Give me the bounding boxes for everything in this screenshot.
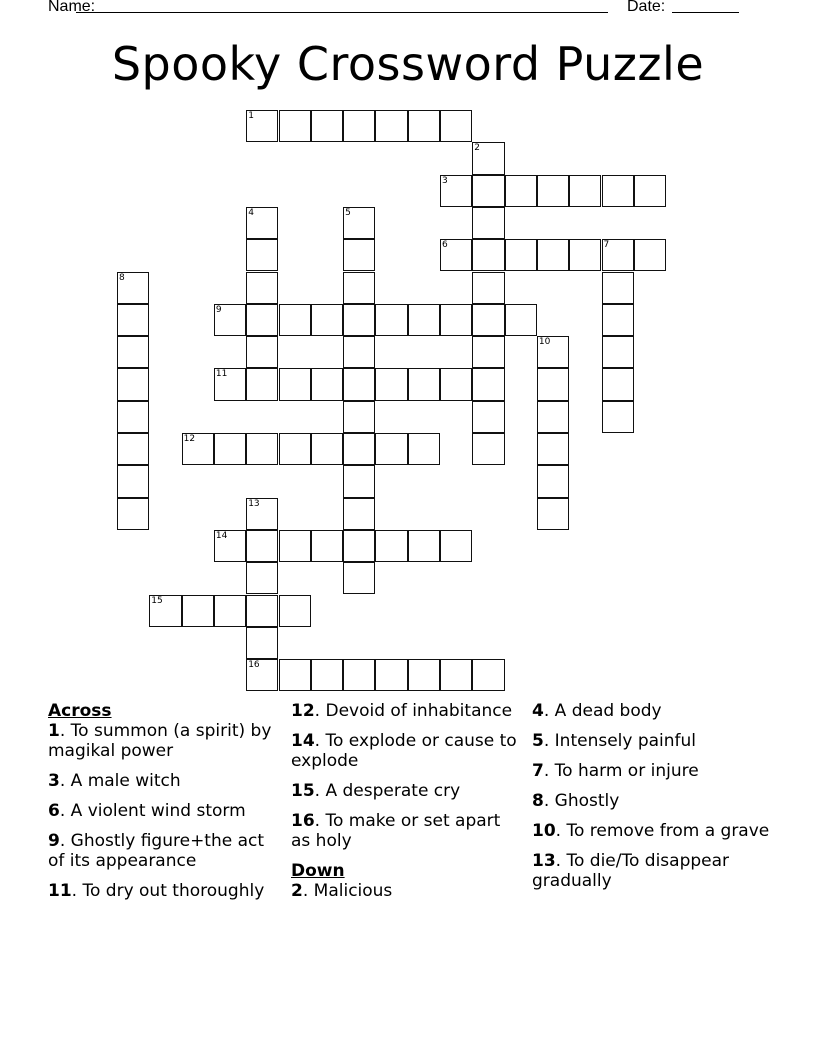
grid-cell[interactable] xyxy=(375,368,407,400)
grid-cell[interactable] xyxy=(279,368,311,400)
grid-cell[interactable] xyxy=(246,530,278,562)
grid-cell[interactable] xyxy=(214,530,246,562)
grid-cell[interactable] xyxy=(246,336,278,368)
grid-cell[interactable] xyxy=(602,239,634,271)
clue-text: To summon (a spirit) by magikal power xyxy=(48,721,272,761)
grid-cell[interactable] xyxy=(343,304,375,336)
clue-text: Ghostly figure+the act of its appearance xyxy=(48,831,265,871)
clue-text: A male witch xyxy=(70,771,181,791)
grid-cell[interactable] xyxy=(246,304,278,336)
across-heading: Across xyxy=(48,701,112,721)
grid-cell[interactable] xyxy=(375,110,407,142)
clue-number: 13 xyxy=(532,851,556,871)
grid-cell[interactable] xyxy=(634,239,666,271)
grid-cell[interactable] xyxy=(537,433,569,465)
grid-cell[interactable] xyxy=(537,239,569,271)
grid-cell[interactable] xyxy=(246,498,278,530)
clue-number: 5 xyxy=(532,731,544,751)
grid-cell[interactable] xyxy=(117,401,149,433)
grid-cell[interactable] xyxy=(117,336,149,368)
clue-number: 7 xyxy=(532,761,544,781)
grid-cell[interactable] xyxy=(537,175,569,207)
grid-cell[interactable] xyxy=(634,175,666,207)
grid-cell[interactable] xyxy=(472,368,504,400)
grid-cell[interactable] xyxy=(246,272,278,304)
clue-down-13: 13. To die/To disappear gradually xyxy=(532,851,730,891)
clue-text: A desperate cry xyxy=(325,781,461,801)
clue-text: A dead body xyxy=(554,701,662,721)
clue-text: To make or set apart as holy xyxy=(291,811,501,851)
cell-number: 16 xyxy=(248,660,260,671)
grid-cell[interactable] xyxy=(537,498,569,530)
cell-number: 1 xyxy=(248,111,254,121)
cell-number: 5 xyxy=(345,207,351,218)
cell-number: 13 xyxy=(248,498,260,509)
grid-cell[interactable] xyxy=(343,562,375,594)
clue-text: To harm or injure xyxy=(554,761,699,781)
name-label: Name: xyxy=(48,0,96,15)
grid-cell[interactable] xyxy=(569,239,601,271)
grid-cell[interactable] xyxy=(343,401,375,433)
cell-number: 9 xyxy=(215,304,222,315)
grid-cell[interactable] xyxy=(472,239,504,271)
cell-number: 2 xyxy=(474,143,481,154)
cell-number: 7 xyxy=(603,240,610,251)
grid-cell[interactable] xyxy=(182,595,214,627)
clue-text: Malicious xyxy=(313,881,393,901)
clue-across-14: 14. To explode or cause to explode xyxy=(291,731,517,771)
grid-cell[interactable] xyxy=(472,401,504,433)
clue-down-4: 4. A dead body xyxy=(532,701,662,721)
grid-cell[interactable] xyxy=(246,368,278,400)
clue-number: 8 xyxy=(532,791,544,811)
clues-column-3 xyxy=(532,701,772,901)
grid-cell[interactable] xyxy=(569,175,601,207)
grid-cell[interactable] xyxy=(472,142,504,174)
grid-cell[interactable] xyxy=(602,368,634,400)
grid-cell[interactable] xyxy=(343,207,375,239)
grid-cell[interactable] xyxy=(279,433,311,465)
grid-cell[interactable] xyxy=(602,304,634,336)
clue-number: 4 xyxy=(532,701,544,721)
grid-cell[interactable] xyxy=(440,304,472,336)
grid-cell[interactable] xyxy=(311,659,343,691)
grid-cell[interactable] xyxy=(343,530,375,562)
grid-cell[interactable] xyxy=(472,207,504,239)
clue-text: Intensely painful xyxy=(554,731,697,751)
clues-column-1 xyxy=(48,701,280,911)
clue-down-10: 10. To remove from a grave xyxy=(532,821,770,841)
cell-number: 3 xyxy=(442,175,448,186)
grid-cell[interactable] xyxy=(472,433,504,465)
clue-down-7: 7. To harm or injure xyxy=(532,761,699,781)
grid-cell[interactable] xyxy=(602,272,634,304)
grid-cell[interactable] xyxy=(408,304,440,336)
clue-across-12: 12. Devoid of inhabitance xyxy=(291,701,513,721)
clue-text: To remove from a grave xyxy=(566,821,770,841)
clue-number: 2 xyxy=(291,881,303,901)
grid-cell[interactable] xyxy=(246,627,278,659)
grid-cell[interactable] xyxy=(343,368,375,400)
clue-text: Devoid of inhabitance xyxy=(325,701,513,721)
grid-cell[interactable] xyxy=(214,304,246,336)
grid-cell[interactable] xyxy=(375,433,407,465)
clue-number: 12 xyxy=(291,701,315,721)
grid-cell[interactable] xyxy=(279,659,311,691)
clues-column-2 xyxy=(291,701,523,911)
clue-down-5: 5. Intensely painful xyxy=(532,731,697,751)
grid-cell[interactable] xyxy=(537,401,569,433)
clue-across-3: 3. A male witch xyxy=(48,771,181,791)
down-heading: Down xyxy=(291,861,345,881)
grid-cell[interactable] xyxy=(472,659,504,691)
clue-across-6: 6. A violent wind storm xyxy=(48,801,246,821)
grid-cell[interactable] xyxy=(343,659,375,691)
cell-number: 11 xyxy=(215,369,228,380)
grid-cell[interactable] xyxy=(408,368,440,400)
grid-cell[interactable] xyxy=(214,368,246,400)
grid-cell[interactable] xyxy=(375,530,407,562)
grid-cell[interactable] xyxy=(117,304,149,336)
cell-number: 10 xyxy=(538,337,551,348)
clue-across-1: 1. To summon (a spirit) by magikal power xyxy=(48,721,272,761)
clue-text: To dry out thoroughly xyxy=(82,881,265,901)
grid-cell[interactable] xyxy=(602,336,634,368)
grid-cell[interactable] xyxy=(149,595,181,627)
clue-text: Ghostly xyxy=(554,791,620,811)
grid-cell[interactable] xyxy=(440,530,472,562)
grid-cell[interactable] xyxy=(279,304,311,336)
grid-cell[interactable] xyxy=(537,368,569,400)
clue-number: 15 xyxy=(291,781,315,801)
grid-cell[interactable] xyxy=(117,498,149,530)
grid-cell[interactable] xyxy=(117,368,149,400)
page-title: Spooky Crossword Puzzle xyxy=(111,37,705,91)
grid-cell[interactable] xyxy=(311,304,343,336)
grid-cell[interactable] xyxy=(343,272,375,304)
grid-cell[interactable] xyxy=(472,272,504,304)
grid-cell[interactable] xyxy=(311,110,343,142)
grid-cell[interactable] xyxy=(440,659,472,691)
clue-number: 3 xyxy=(48,771,60,791)
grid-cell[interactable] xyxy=(214,595,246,627)
grid-cell[interactable] xyxy=(311,368,343,400)
grid-cell[interactable] xyxy=(246,595,278,627)
grid-cell[interactable] xyxy=(343,110,375,142)
grid-cell[interactable] xyxy=(117,465,149,497)
clue-across-16: 16. To make or set apart as holy xyxy=(291,811,501,851)
clue-down-8: 8. Ghostly xyxy=(532,791,620,811)
grid-cell[interactable] xyxy=(246,433,278,465)
grid-cell[interactable] xyxy=(602,175,634,207)
clue-number: 6 xyxy=(48,801,60,821)
clue-number: 14 xyxy=(291,731,315,751)
grid-cell[interactable] xyxy=(408,433,440,465)
grid-cell[interactable] xyxy=(408,530,440,562)
clue-number: 11 xyxy=(48,881,72,901)
grid-cell[interactable] xyxy=(505,239,537,271)
grid-cell[interactable] xyxy=(375,659,407,691)
cell-number: 15 xyxy=(151,595,163,606)
clue-text: A violent wind storm xyxy=(70,801,246,821)
grid-cell[interactable] xyxy=(602,401,634,433)
cell-number: 14 xyxy=(215,530,228,541)
date-label: Date: xyxy=(627,0,666,15)
clue-text: To die/To disappear gradually xyxy=(532,851,730,891)
grid-cell[interactable] xyxy=(505,175,537,207)
grid-cell[interactable] xyxy=(505,304,537,336)
grid-cell[interactable] xyxy=(343,465,375,497)
grid-cell[interactable] xyxy=(343,336,375,368)
grid-cell[interactable] xyxy=(246,562,278,594)
grid-cell[interactable] xyxy=(472,175,504,207)
clue-down-2: 2. Malicious xyxy=(291,881,393,901)
grid-cell[interactable] xyxy=(440,239,472,271)
clue-number: 16 xyxy=(291,811,315,831)
grid-cell[interactable] xyxy=(472,336,504,368)
grid-cell[interactable] xyxy=(246,207,278,239)
grid-cell[interactable] xyxy=(408,110,440,142)
grid-cell[interactable] xyxy=(279,530,311,562)
grid-cell[interactable] xyxy=(182,433,214,465)
grid-cell[interactable] xyxy=(343,433,375,465)
grid-cell[interactable] xyxy=(440,368,472,400)
cell-number: 4 xyxy=(248,207,254,218)
clue-text: To explode or cause to explode xyxy=(291,731,517,771)
clue-number: 9 xyxy=(48,831,60,851)
clue-across-11: 11. To dry out thoroughly xyxy=(48,881,265,901)
grid-cell[interactable] xyxy=(117,433,149,465)
grid-cell[interactable] xyxy=(279,595,311,627)
clue-across-9: 9. Ghostly figure+the act of its appearance xyxy=(48,831,265,871)
cell-number: 8 xyxy=(119,272,125,283)
grid-cell[interactable] xyxy=(440,175,472,207)
grid-cell[interactable] xyxy=(246,659,278,691)
cell-number: 12 xyxy=(183,434,196,444)
grid-cell[interactable] xyxy=(375,304,407,336)
grid-cell[interactable] xyxy=(343,239,375,271)
clue-number: 1 xyxy=(48,721,60,741)
grid-cell[interactable] xyxy=(214,433,246,465)
grid-cell[interactable] xyxy=(440,110,472,142)
grid-cell[interactable] xyxy=(246,239,278,271)
clue-number: 10 xyxy=(532,821,556,841)
grid-cell[interactable] xyxy=(537,465,569,497)
cell-number: 6 xyxy=(442,240,448,251)
grid-cell[interactable] xyxy=(408,659,440,691)
grid-cell[interactable] xyxy=(246,110,278,142)
grid-cell[interactable] xyxy=(472,304,504,336)
grid-cell[interactable] xyxy=(311,433,343,465)
grid-cell[interactable] xyxy=(117,272,149,304)
grid-cell[interactable] xyxy=(537,336,569,368)
grid-cell[interactable] xyxy=(311,530,343,562)
grid-cell[interactable] xyxy=(343,498,375,530)
grid-cell[interactable] xyxy=(279,110,311,142)
clue-across-15: 15. A desperate cry xyxy=(291,781,461,801)
